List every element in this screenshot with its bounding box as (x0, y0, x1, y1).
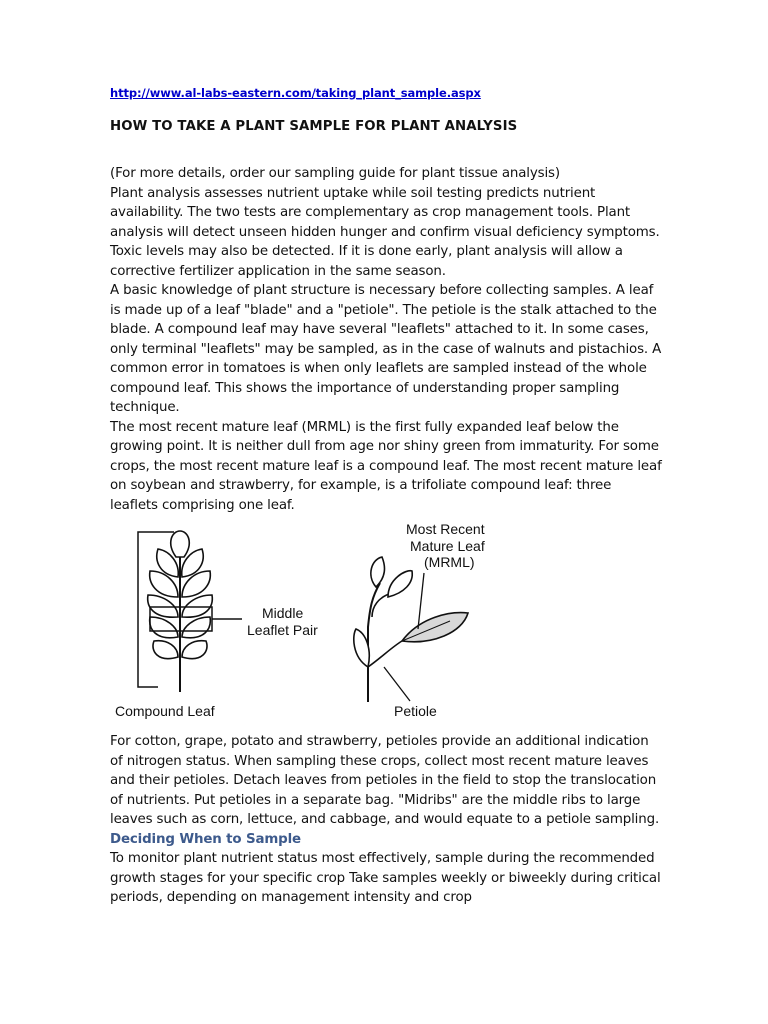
label-most-recent: Most Recent (406, 521, 485, 537)
label-compound-leaf: Compound Leaf (115, 703, 215, 719)
paragraph-plant-structure: A basic knowledge of plant structure is necessary before collecting samples. A leaf is made up of a leaf "blade" and a "petiole". The petiole is the stalk attached to the blade. A compound leaf may have several "leaflets" attached to it. In some cases, only terminal "leaflets" may be sampled, as in the case of walnuts and pistachios. A common error in tomatoes is when only leaflets are sampled instead of the whole compound leaf. This shows the importance of understanding proper sampling technique. (110, 283, 662, 415)
paragraph-when-to-sample: To monitor plant nutrient status most effectively, sample during the recommended growth stages for your specific crop Take samples weekly or biweekly during critical periods, depending on management intensity and crop (110, 851, 661, 905)
section-heading-when-to-sample: Deciding When to Sample (110, 831, 301, 847)
label-mature-leaf: Mature Leaf (410, 538, 485, 554)
paragraph-petioles: For cotton, grape, potato and strawberry, petioles provide an additional indication of nitrogen status. When sampling these crops, collect most recent mature leaves and their petioles. Detach leaves from petioles in the field to stop the translocation of nutrients. Put petioles in a separate bag. "Midribs" are the middle ribs to large leaves such as corn, lettuce, and cabbage, and would equate to a petiole sampling. (110, 734, 660, 827)
mrml-pointer (418, 573, 424, 629)
plant-stem-icon (354, 557, 412, 702)
paragraph-plant-analysis: Plant analysis assesses nutrient uptake while soil testing predicts nutrient availability. The two tests are complementary as crop management tools. Plant analysis will detect unseen hidden hunger and confirm visual deficiency symptoms. Toxic levels may also be detected. If it is done early, plant analysis will allow a corrective fertilizer application in the same season. (110, 185, 660, 279)
mrml-leaf-icon (402, 613, 468, 642)
label-middle: Middle (262, 605, 304, 621)
label-leaflet-pair: Leaflet Pair (247, 622, 318, 638)
paragraph-mrml: The most recent mature leaf (MRML) is the first fully expanded leaf below the growing point. It is neither dull from age nor shiny green from immaturity. For some crops, the most recent mature leaf is a compound leaf. The most recent mature leaf on soybean and strawberry, for example, is a trifoliate compound leaf: three leaflets comprising one leaf. (110, 419, 662, 513)
label-mrml: (MRML) (424, 554, 475, 570)
petiole-pointer (384, 667, 410, 701)
intro-text (110, 164, 662, 515)
label-petiole: Petiole (394, 703, 437, 719)
source-url-link[interactable]: http://www.al-labs-eastern.com/taking_plant_sample.aspx (110, 86, 481, 100)
leaf-diagram (110, 517, 510, 727)
compound-leaf-icon (148, 531, 213, 692)
paragraph-guide-note: (For more details, order our sampling guide for plant tissue analysis) (110, 166, 560, 181)
lower-text (110, 732, 662, 908)
page-title: HOW TO TAKE A PLANT SAMPLE FOR PLANT ANALYSIS (110, 119, 518, 134)
